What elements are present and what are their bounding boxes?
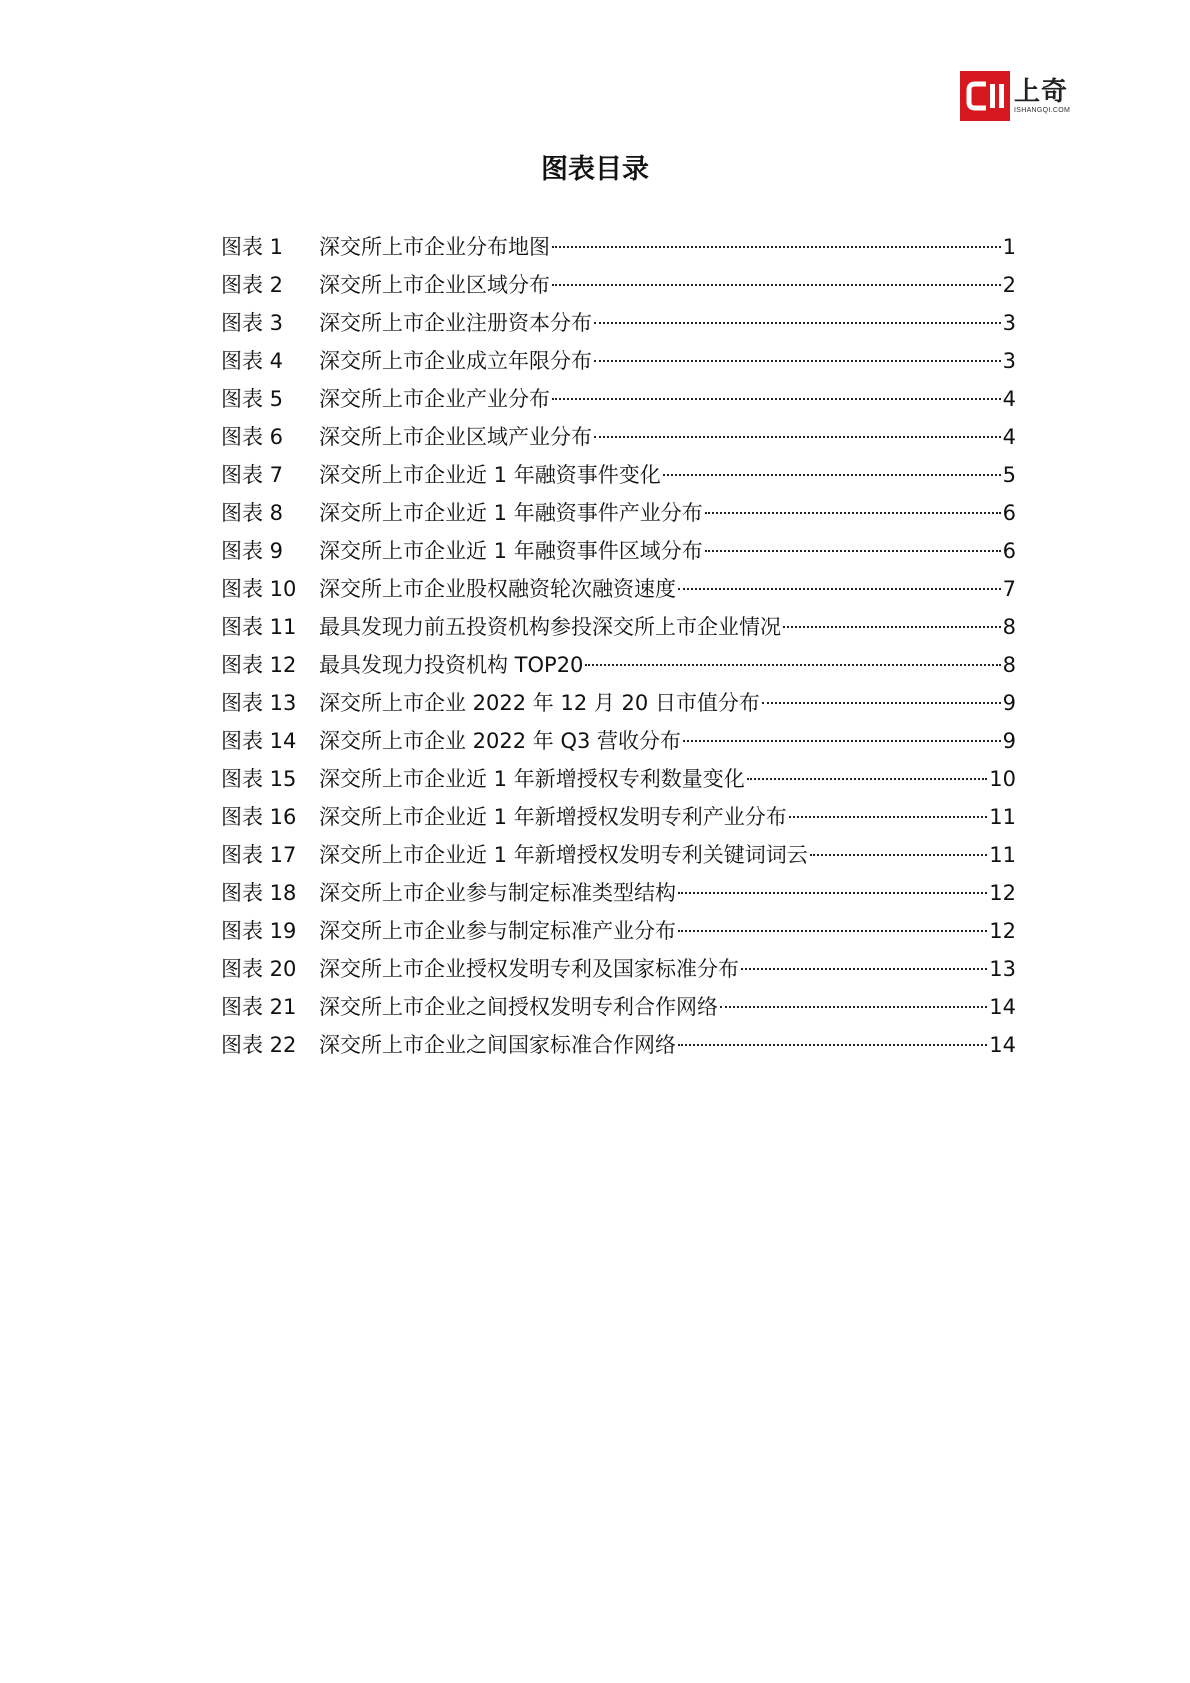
toc-dot-leader: [789, 816, 988, 818]
toc-entry[interactable]: [221, 570, 1016, 608]
toc-dot-leader: [594, 360, 1001, 362]
toc-entry-number: 图表 4: [221, 349, 284, 373]
figure-table-of-contents: [221, 228, 1016, 1064]
toc-dot-leader: [705, 550, 1001, 552]
toc-entry-page-number: 8: [1002, 615, 1016, 639]
toc-entry-number: 图表 3: [221, 311, 284, 335]
toc-entry-number: 图表 5: [221, 387, 284, 411]
toc-entry-number: 图表 20: [221, 957, 297, 981]
toc-dot-leader: [747, 778, 988, 780]
toc-entry-title: 深交所上市企业近 1 年融资事件产业分布: [319, 501, 703, 525]
toc-entry-title: 深交所上市企业成立年限分布: [319, 349, 592, 373]
toc-entry-title: 深交所上市企业之间授权发明专利合作网络: [319, 995, 718, 1019]
toc-entry-page-number: 14: [989, 995, 1016, 1019]
toc-entry-title: 深交所上市企业股权融资轮次融资速度: [319, 577, 676, 601]
toc-dot-leader: [594, 436, 1001, 438]
toc-entry[interactable]: [221, 532, 1016, 570]
toc-entry[interactable]: [221, 988, 1016, 1026]
toc-entry-number: 图表 18: [221, 881, 297, 905]
toc-entry-page-number: 9: [1002, 691, 1016, 715]
toc-entry-page-number: 3: [1002, 311, 1016, 335]
toc-entry-page-number: 8: [1002, 653, 1016, 677]
toc-entry-number: 图表 17: [221, 843, 297, 867]
toc-entry[interactable]: [221, 342, 1016, 380]
toc-entry-page-number: 11: [989, 805, 1016, 829]
toc-dot-leader: [683, 740, 1001, 742]
toc-dot-leader: [705, 512, 1001, 514]
toc-entry-title: 深交所上市企业 2022 年 12 月 20 日市值分布: [319, 691, 760, 715]
toc-entry-title: 深交所上市企业区域产业分布: [319, 425, 592, 449]
toc-entry-number: 图表 2: [221, 273, 284, 297]
toc-entry-title: 深交所上市企业区域分布: [319, 273, 550, 297]
toc-entry-title: 深交所上市企业参与制定标准产业分布: [319, 919, 676, 943]
toc-entry[interactable]: [221, 836, 1016, 874]
toc-entry-page-number: 12: [989, 881, 1016, 905]
toc-entry-title: 深交所上市企业产业分布: [319, 387, 550, 411]
toc-entry-number: 图表 11: [221, 615, 297, 639]
toc-entry-title: 深交所上市企业之间国家标准合作网络: [319, 1033, 676, 1057]
toc-entry-page-number: 14: [989, 1033, 1016, 1057]
toc-entry-number: 图表 9: [221, 539, 284, 563]
toc-entry-number: 图表 22: [221, 1033, 297, 1057]
toc-dot-leader: [552, 284, 1001, 286]
toc-dot-leader: [720, 1006, 987, 1008]
toc-entry-number: 图表 16: [221, 805, 297, 829]
toc-dot-leader: [678, 930, 987, 932]
toc-entry-page-number: 6: [1002, 501, 1016, 525]
toc-entry-page-number: 9: [1002, 729, 1016, 753]
toc-entry-title: 最具发现力前五投资机构参投深交所上市企业情况: [319, 615, 781, 639]
toc-entry-page-number: 7: [1002, 577, 1016, 601]
toc-entry-number: 图表 10: [221, 577, 297, 601]
toc-entry-number: 图表 19: [221, 919, 297, 943]
toc-entry[interactable]: [221, 456, 1016, 494]
toc-dot-leader: [552, 246, 1001, 248]
toc-entry[interactable]: [221, 266, 1016, 304]
toc-entry-number: 图表 7: [221, 463, 284, 487]
logo-chinese-text: 上奇: [1014, 76, 1069, 107]
toc-entry-page-number: 12: [989, 919, 1016, 943]
toc-entry[interactable]: [221, 646, 1016, 684]
toc-entry-title: 深交所上市企业 2022 年 Q3 营收分布: [319, 729, 682, 753]
toc-entry-page-number: 13: [989, 957, 1016, 981]
logo-url-text: ISHANGQI.COM: [1014, 106, 1071, 114]
company-logo: [960, 70, 1070, 122]
toc-entry[interactable]: [221, 760, 1016, 798]
toc-entry[interactable]: [221, 494, 1016, 532]
toc-entry[interactable]: [221, 722, 1016, 760]
toc-dot-leader: [810, 854, 988, 856]
toc-entry-number: 图表 13: [221, 691, 297, 715]
toc-dot-leader: [678, 1044, 987, 1046]
toc-entry-page-number: 4: [1002, 425, 1016, 449]
toc-entry-number: 图表 6: [221, 425, 284, 449]
toc-dot-leader: [663, 474, 1001, 476]
toc-entry-page-number: 3: [1002, 349, 1016, 373]
toc-entry-title: 深交所上市企业近 1 年融资事件变化: [319, 463, 661, 487]
toc-entry-number: 图表 8: [221, 501, 284, 525]
toc-entry-title: 深交所上市企业近 1 年新增授权发明专利产业分布: [319, 805, 787, 829]
toc-entry[interactable]: [221, 684, 1016, 722]
toc-entry[interactable]: [221, 304, 1016, 342]
toc-entry-title: 深交所上市企业近 1 年融资事件区域分布: [319, 539, 703, 563]
toc-dot-leader: [678, 892, 987, 894]
toc-entry-page-number: 1: [1002, 235, 1016, 259]
toc-entry[interactable]: [221, 798, 1016, 836]
toc-dot-leader: [594, 322, 1001, 324]
toc-entry[interactable]: [221, 418, 1016, 456]
toc-dot-leader: [585, 664, 1000, 666]
toc-entry-page-number: 5: [1002, 463, 1016, 487]
toc-entry-page-number: 2: [1002, 273, 1016, 297]
toc-entry[interactable]: [221, 874, 1016, 912]
toc-entry-number: 图表 21: [221, 995, 297, 1019]
toc-entry[interactable]: [221, 380, 1016, 418]
page-title: 图表目录: [541, 154, 649, 185]
toc-dot-leader: [762, 702, 1001, 704]
toc-entry-page-number: 11: [989, 843, 1016, 867]
toc-entry[interactable]: [221, 1026, 1016, 1064]
toc-entry-page-number: 6: [1002, 539, 1016, 563]
toc-entry-title: 深交所上市企业近 1 年新增授权专利数量变化: [319, 767, 745, 791]
toc-entry-title: 深交所上市企业授权发明专利及国家标准分布: [319, 957, 739, 981]
toc-dot-leader: [783, 626, 1001, 628]
toc-entry[interactable]: [221, 950, 1016, 988]
toc-entry[interactable]: [221, 228, 1016, 266]
toc-entry-page-number: 4: [1002, 387, 1016, 411]
toc-entry-title: 深交所上市企业近 1 年新增授权发明专利关键词词云: [319, 843, 808, 867]
toc-entry-title: 深交所上市企业注册资本分布: [319, 311, 592, 335]
logo-mark-icon: [960, 71, 1010, 121]
toc-dot-leader: [741, 968, 987, 970]
toc-entry[interactable]: [221, 912, 1016, 950]
toc-dot-leader: [552, 398, 1001, 400]
toc-entry-number: 图表 14: [221, 729, 297, 753]
toc-dot-leader: [678, 588, 1001, 590]
toc-entry-page-number: 10: [989, 767, 1016, 791]
toc-entry-title: 最具发现力投资机构 TOP20: [319, 653, 584, 677]
toc-entry[interactable]: [221, 608, 1016, 646]
toc-entry-number: 图表 1: [221, 235, 284, 259]
toc-entry-number: 图表 12: [221, 653, 297, 677]
toc-entry-number: 图表 15: [221, 767, 297, 791]
toc-entry-title: 深交所上市企业参与制定标准类型结构: [319, 881, 676, 905]
toc-entry-title: 深交所上市企业分布地图: [319, 235, 550, 259]
